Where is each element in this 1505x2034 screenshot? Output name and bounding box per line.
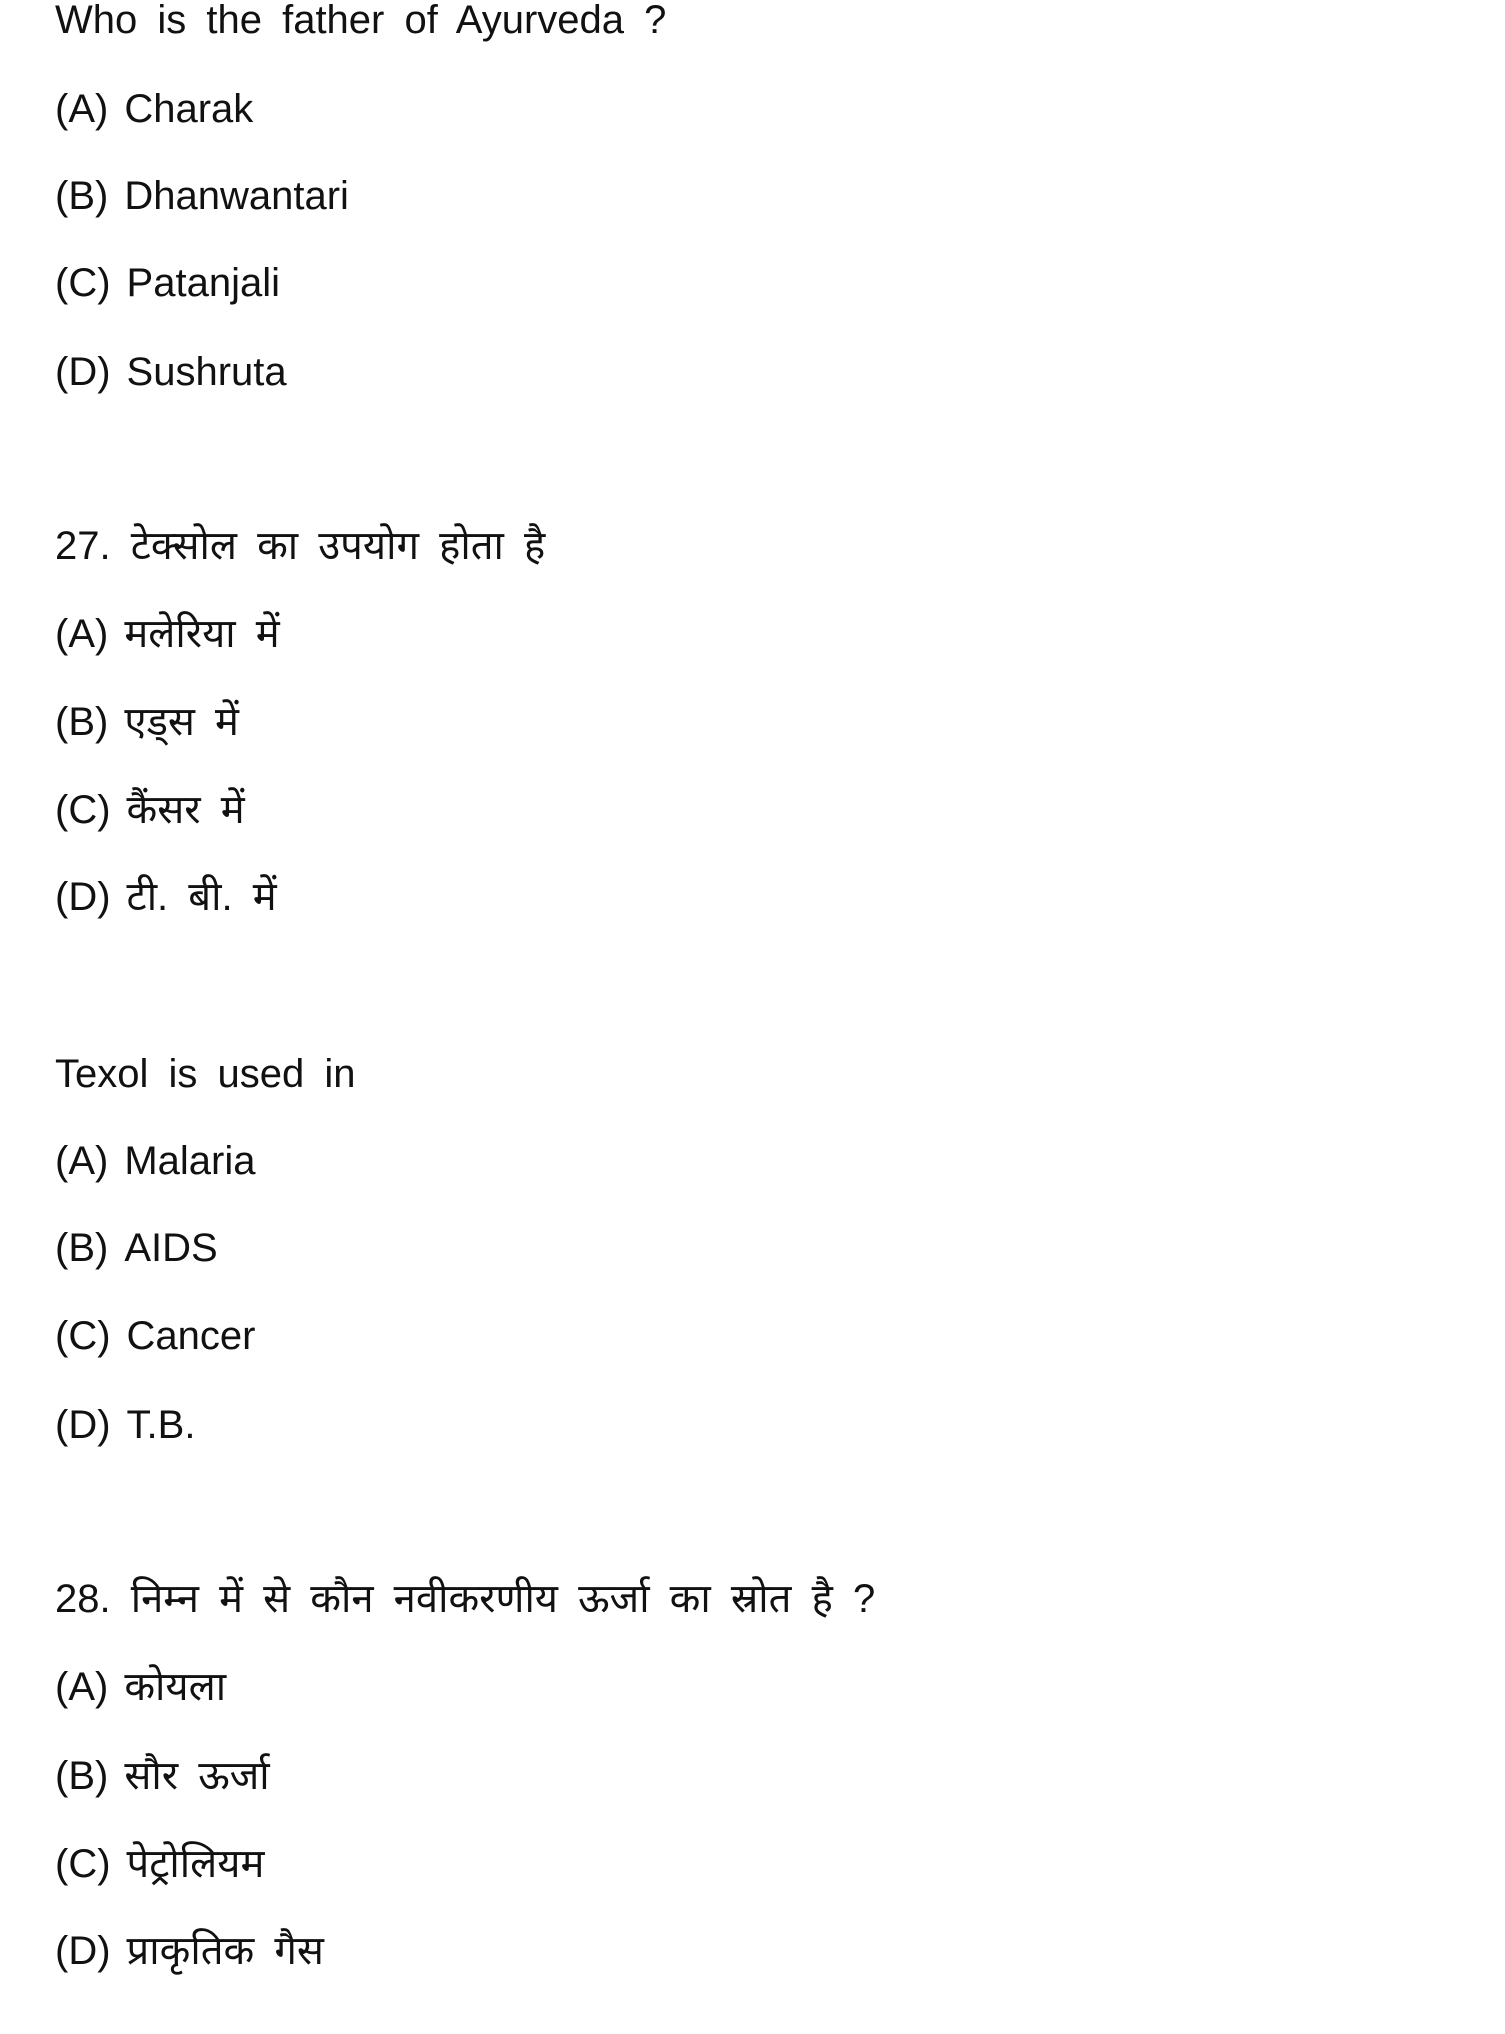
question-text: 27. टेक्सोल का उपयोग होता है [55,524,546,568]
option-text: प्राकृतिक गैस [126,1929,324,1973]
option-text: Patanjali [126,261,280,305]
option-label: (B) [55,1226,109,1270]
option-d [55,1401,195,1449]
option-d [55,348,287,396]
option-label: (B) [55,1754,109,1798]
option-text: मलेरिया में [124,612,280,656]
option-text: सौर ऊर्जा [124,1754,270,1798]
option-b [55,1224,218,1272]
option-label: (C) [55,1314,111,1358]
option-label: (D) [55,875,111,919]
option-text: कोयला [124,1665,227,1709]
option-a [55,610,280,658]
option-label: (D) [55,350,111,394]
option-text: Cancer [126,1314,256,1358]
question-text: 28. निम्न में से कौन नवीकरणीय ऊर्जा का स्रोत है ? [55,1577,876,1621]
option-label: (B) [55,174,109,218]
option-c [55,1312,255,1360]
option-b [55,1752,270,1800]
option-text: पेट्रोलियम [126,1842,265,1886]
option-label: (B) [55,700,109,744]
question-text: Texol is used in [55,1052,356,1096]
option-text: Malaria [124,1139,256,1183]
option-a [55,1137,255,1185]
option-label: (C) [55,261,111,305]
option-d [55,873,277,921]
option-label: (C) [55,1842,111,1886]
option-label: (A) [55,87,109,131]
option-label: (D) [55,1403,111,1447]
option-d [55,1927,324,1975]
question-text: Who is the father of Ayurveda ? [55,0,667,42]
option-label: (D) [55,1929,111,1973]
option-a [55,1663,226,1711]
option-label: (C) [55,788,111,832]
option-label: (A) [55,1665,109,1709]
option-text: AIDS [124,1226,218,1270]
option-c [55,786,245,834]
option-label: (A) [55,612,109,656]
option-text: Dhanwantari [124,174,349,218]
option-text: Sushruta [126,350,287,394]
option-c [55,259,280,307]
option-label: (A) [55,1139,109,1183]
option-b [55,698,239,746]
option-text: टी. बी. में [126,875,277,919]
option-text: Charak [124,87,254,131]
option-a [55,85,253,133]
option-b [55,172,349,220]
option-text: T.B. [126,1403,196,1447]
option-text: कैंसर में [126,788,245,832]
option-text: एड्स में [124,700,239,744]
option-c [55,1840,264,1888]
